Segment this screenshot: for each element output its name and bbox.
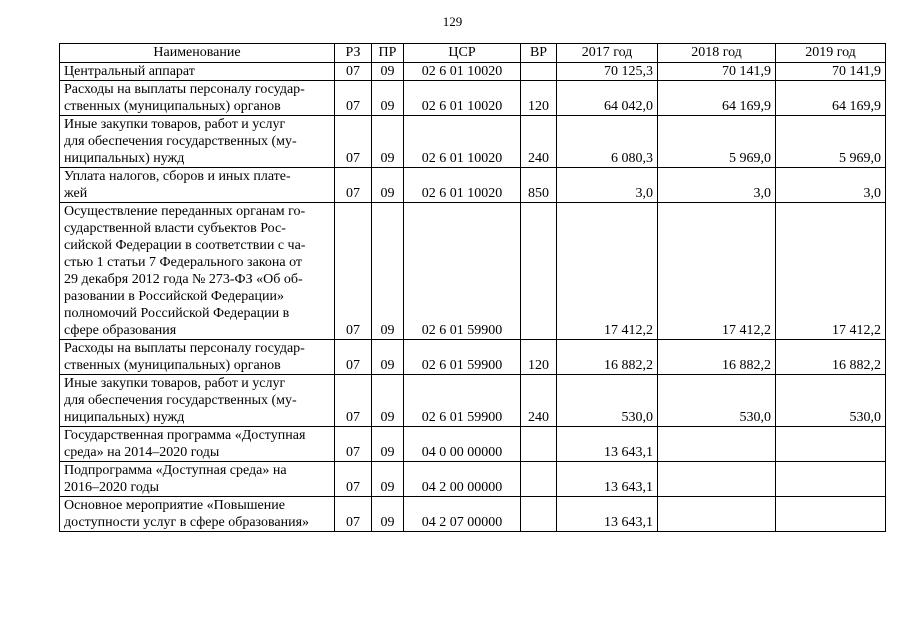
cell-2018 [658,427,776,462]
cell-name: Центральный аппарат [60,63,335,81]
cell-vr: 240 [521,375,557,427]
cell-vr [521,203,557,340]
header-2019: 2019 год [776,44,886,63]
cell-csr: 02 6 01 59900 [404,375,521,427]
cell-2018: 70 141,9 [658,63,776,81]
cell-2018: 530,0 [658,375,776,427]
cell-csr: 02 6 01 59900 [404,340,521,375]
cell-2017: 530,0 [557,375,658,427]
cell-vr [521,497,557,532]
cell-2018: 16 882,2 [658,340,776,375]
cell-rz: 07 [335,375,372,427]
cell-pr: 09 [372,81,404,116]
cell-2017: 64 042,0 [557,81,658,116]
cell-name: Иные закупки товаров, работ и услуг для обеспечения государственных (му- ниципальных) нужд [60,116,335,168]
cell-name: Государственная программа «Доступная среда» на 2014–2020 годы [60,427,335,462]
cell-vr: 120 [521,340,557,375]
table-row [60,116,886,168]
header-2017: 2017 год [557,44,658,63]
cell-vr [521,63,557,81]
cell-name: Расходы на выплаты персоналу государ- ственных (муниципальных) органов [60,340,335,375]
table-row [60,63,886,81]
header-2018: 2018 год [658,44,776,63]
cell-2019: 530,0 [776,375,886,427]
table-row [60,340,886,375]
page-number: 129 [442,14,463,29]
cell-name: Осуществление переданных органам го- сударственной власти субъектов Рос- сийской Федерации в соответствии с ча- стью 1 статьи 7 Федерального закона от 29 декабря 2012 года № 273-ФЗ «Об об- разовании в Российской Федерации» полномочий Российской Федерации в сфере образования [60,203,335,340]
cell-pr: 09 [372,168,404,203]
cell-2019: 64 169,9 [776,81,886,116]
cell-csr: 02 6 01 10020 [404,168,521,203]
cell-2019: 17 412,2 [776,203,886,340]
cell-name: Уплата налогов, сборов и иных плате- жей [60,168,335,203]
cell-rz: 07 [335,340,372,375]
cell-name: Подпрограмма «Доступная среда» на 2016–2020 годы [60,462,335,497]
cell-name: Иные закупки товаров, работ и услуг для обеспечения государственных (му- ниципальных) нужд [60,375,335,427]
cell-csr: 02 6 01 10020 [404,116,521,168]
cell-2018: 17 412,2 [658,203,776,340]
cell-pr: 09 [372,462,404,497]
cell-vr: 120 [521,81,557,116]
cell-pr: 09 [372,375,404,427]
cell-rz: 07 [335,203,372,340]
cell-rz: 07 [335,427,372,462]
cell-csr: 04 2 00 00000 [404,462,521,497]
table-row [60,427,886,462]
cell-2017: 16 882,2 [557,340,658,375]
cell-2017: 13 643,1 [557,427,658,462]
cell-2017: 17 412,2 [557,203,658,340]
cell-2018: 64 169,9 [658,81,776,116]
cell-2019 [776,497,886,532]
cell-pr: 09 [372,497,404,532]
cell-csr: 04 0 00 00000 [404,427,521,462]
cell-name: Основное мероприятие «Повышение доступности услуг в сфере образования» [60,497,335,532]
header-vr: ВР [521,44,557,63]
cell-2018: 5 969,0 [658,116,776,168]
table-row [60,497,886,532]
table-row [60,375,886,427]
cell-pr: 09 [372,116,404,168]
cell-csr: 04 2 07 00000 [404,497,521,532]
cell-csr: 02 6 01 10020 [404,63,521,81]
cell-2018 [658,462,776,497]
header-name: Наименование [60,44,335,63]
cell-pr: 09 [372,63,404,81]
cell-2017: 13 643,1 [557,497,658,532]
table-row [60,203,886,340]
cell-2019: 5 969,0 [776,116,886,168]
table-row [60,168,886,203]
cell-pr: 09 [372,427,404,462]
table-header-row [60,44,886,63]
cell-2018: 3,0 [658,168,776,203]
cell-2017: 70 125,3 [557,63,658,81]
cell-pr: 09 [372,203,404,340]
cell-2017: 6 080,3 [557,116,658,168]
cell-pr: 09 [372,340,404,375]
budget-table [59,43,886,532]
cell-rz: 07 [335,63,372,81]
table-row [60,81,886,116]
cell-csr: 02 6 01 10020 [404,81,521,116]
cell-2019 [776,427,886,462]
header-rz: РЗ [335,44,372,63]
cell-2017: 3,0 [557,168,658,203]
header-pr: ПР [372,44,404,63]
cell-rz: 07 [335,497,372,532]
cell-vr [521,462,557,497]
cell-vr: 850 [521,168,557,203]
cell-rz: 07 [335,462,372,497]
cell-2019: 3,0 [776,168,886,203]
header-csr: ЦСР [404,44,521,63]
table-row [60,462,886,497]
cell-2019: 16 882,2 [776,340,886,375]
cell-2018 [658,497,776,532]
cell-name: Расходы на выплаты персоналу государ- ственных (муниципальных) органов [60,81,335,116]
table-body [60,63,886,532]
cell-rz: 07 [335,168,372,203]
cell-vr: 240 [521,116,557,168]
cell-2017: 13 643,1 [557,462,658,497]
cell-rz: 07 [335,116,372,168]
cell-2019: 70 141,9 [776,63,886,81]
cell-rz: 07 [335,81,372,116]
cell-2019 [776,462,886,497]
cell-csr: 02 6 01 59900 [404,203,521,340]
cell-vr [521,427,557,462]
